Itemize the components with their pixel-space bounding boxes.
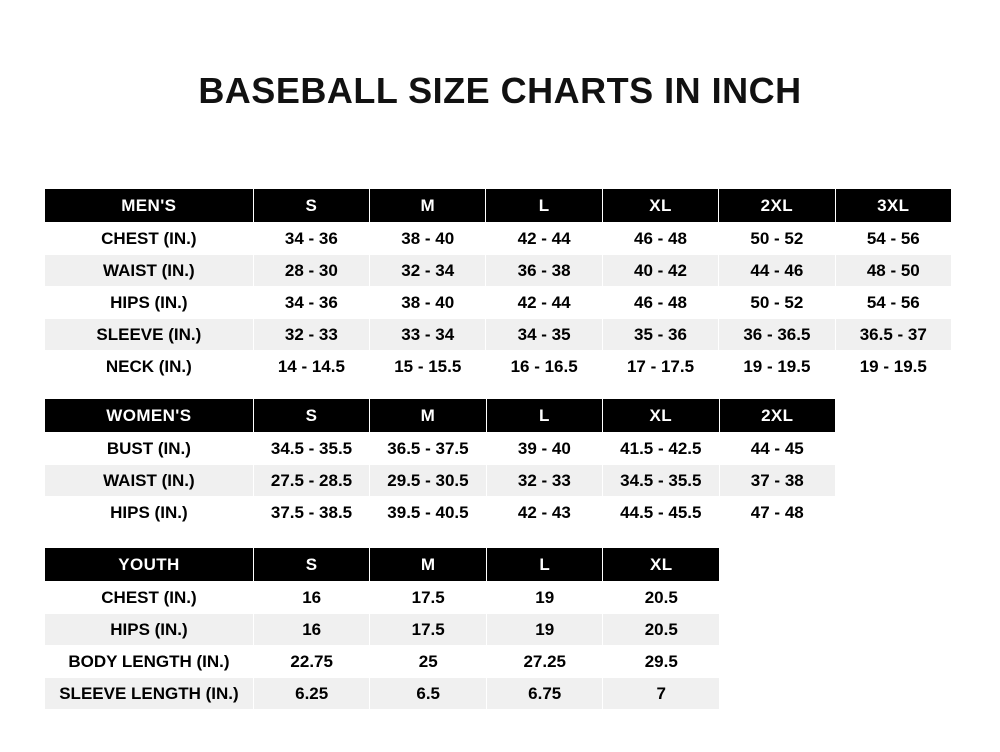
table-row bbox=[45, 287, 952, 319]
table-cell: 35 - 36 bbox=[602, 319, 718, 351]
table-cell: 29.5 - 30.5 bbox=[370, 465, 486, 497]
mens-table bbox=[44, 188, 952, 383]
table-row bbox=[45, 433, 836, 465]
table-row bbox=[45, 614, 720, 646]
column-header: XL bbox=[603, 548, 720, 582]
table-cell: 36 - 38 bbox=[486, 255, 602, 287]
table-row bbox=[45, 223, 952, 255]
table-cell: 44 - 46 bbox=[719, 255, 835, 287]
row-label: HIPS (IN.) bbox=[45, 614, 254, 646]
row-label: WAIST (IN.) bbox=[45, 465, 254, 497]
column-header: YOUTH bbox=[45, 548, 254, 582]
table-cell: 6.5 bbox=[370, 678, 487, 710]
youth-size-chart bbox=[44, 547, 720, 710]
table-cell: 36 - 36.5 bbox=[719, 319, 835, 351]
table-cell: 32 - 33 bbox=[253, 319, 369, 351]
table-cell: 19 - 19.5 bbox=[835, 351, 951, 383]
table-cell: 39.5 - 40.5 bbox=[370, 497, 486, 529]
table-cell: 36.5 - 37 bbox=[835, 319, 951, 351]
table-row bbox=[45, 582, 720, 614]
table-cell: 15 - 15.5 bbox=[370, 351, 486, 383]
column-header: L bbox=[486, 399, 602, 433]
table-cell: 22.75 bbox=[253, 646, 370, 678]
table-cell: 32 - 33 bbox=[486, 465, 602, 497]
column-header: WOMEN'S bbox=[45, 399, 254, 433]
womens-size-chart bbox=[44, 398, 836, 529]
table-cell: 37.5 - 38.5 bbox=[253, 497, 369, 529]
table-cell: 44.5 - 45.5 bbox=[603, 497, 719, 529]
table-row bbox=[45, 465, 836, 497]
table-cell: 7 bbox=[603, 678, 720, 710]
column-header: S bbox=[253, 399, 369, 433]
table-cell: 25 bbox=[370, 646, 487, 678]
column-header: L bbox=[486, 189, 602, 223]
table-row bbox=[45, 646, 720, 678]
table-cell: 6.75 bbox=[486, 678, 603, 710]
table-row bbox=[45, 497, 836, 529]
table-header-row bbox=[45, 189, 952, 223]
table-cell: 33 - 34 bbox=[370, 319, 486, 351]
table-cell: 46 - 48 bbox=[602, 287, 718, 319]
table-row bbox=[45, 255, 952, 287]
table-cell: 38 - 40 bbox=[370, 287, 486, 319]
table-cell: 34 - 36 bbox=[253, 223, 369, 255]
table-cell: 34 - 35 bbox=[486, 319, 602, 351]
table-cell: 17.5 bbox=[370, 582, 487, 614]
row-label: HIPS (IN.) bbox=[45, 287, 254, 319]
column-header: 3XL bbox=[835, 189, 951, 223]
row-label: BUST (IN.) bbox=[45, 433, 254, 465]
table-cell: 28 - 30 bbox=[253, 255, 369, 287]
row-label: NECK (IN.) bbox=[45, 351, 254, 383]
page-title: BASEBALL SIZE CHARTS IN INCH bbox=[198, 70, 802, 111]
column-header: 2XL bbox=[719, 399, 835, 433]
column-header: M bbox=[370, 548, 487, 582]
table-cell: 40 - 42 bbox=[602, 255, 718, 287]
column-header: S bbox=[253, 189, 369, 223]
table-cell: 16 bbox=[253, 614, 370, 646]
column-header: MEN'S bbox=[45, 189, 254, 223]
table-cell: 17.5 bbox=[370, 614, 487, 646]
column-header: 2XL bbox=[719, 189, 835, 223]
row-label: CHEST (IN.) bbox=[45, 582, 254, 614]
column-header: XL bbox=[602, 189, 718, 223]
table-cell: 42 - 44 bbox=[486, 223, 602, 255]
table-cell: 19 bbox=[486, 582, 603, 614]
table-cell: 32 - 34 bbox=[370, 255, 486, 287]
table-cell: 46 - 48 bbox=[602, 223, 718, 255]
table-cell: 34.5 - 35.5 bbox=[253, 433, 369, 465]
table-header-row bbox=[45, 548, 720, 582]
table-row bbox=[45, 351, 952, 383]
table-cell: 27.25 bbox=[486, 646, 603, 678]
table-cell: 50 - 52 bbox=[719, 287, 835, 319]
column-header: S bbox=[253, 548, 370, 582]
table-cell: 16 bbox=[253, 582, 370, 614]
table-header-row bbox=[45, 399, 836, 433]
table-cell: 19 bbox=[486, 614, 603, 646]
table-cell: 16 - 16.5 bbox=[486, 351, 602, 383]
table-row bbox=[45, 319, 952, 351]
table-cell: 19 - 19.5 bbox=[719, 351, 835, 383]
table-cell: 34.5 - 35.5 bbox=[603, 465, 719, 497]
mens-size-chart bbox=[44, 188, 952, 383]
table-cell: 44 - 45 bbox=[719, 433, 835, 465]
table-cell: 14 - 14.5 bbox=[253, 351, 369, 383]
womens-table bbox=[44, 398, 836, 529]
table-cell: 50 - 52 bbox=[719, 223, 835, 255]
column-header: XL bbox=[603, 399, 719, 433]
table-cell: 38 - 40 bbox=[370, 223, 486, 255]
table-cell: 54 - 56 bbox=[835, 287, 951, 319]
row-label: SLEEVE LENGTH (IN.) bbox=[45, 678, 254, 710]
table-cell: 54 - 56 bbox=[835, 223, 951, 255]
table-cell: 41.5 - 42.5 bbox=[603, 433, 719, 465]
table-cell: 6.25 bbox=[253, 678, 370, 710]
table-cell: 29.5 bbox=[603, 646, 720, 678]
column-header: L bbox=[486, 548, 603, 582]
table-row bbox=[45, 678, 720, 710]
table-cell: 39 - 40 bbox=[486, 433, 602, 465]
youth-table bbox=[44, 547, 720, 710]
table-cell: 27.5 - 28.5 bbox=[253, 465, 369, 497]
table-cell: 47 - 48 bbox=[719, 497, 835, 529]
row-label: CHEST (IN.) bbox=[45, 223, 254, 255]
row-label: HIPS (IN.) bbox=[45, 497, 254, 529]
table-cell: 20.5 bbox=[603, 614, 720, 646]
column-header: M bbox=[370, 189, 486, 223]
table-cell: 36.5 - 37.5 bbox=[370, 433, 486, 465]
row-label: WAIST (IN.) bbox=[45, 255, 254, 287]
table-cell: 37 - 38 bbox=[719, 465, 835, 497]
table-cell: 42 - 44 bbox=[486, 287, 602, 319]
table-cell: 17 - 17.5 bbox=[602, 351, 718, 383]
table-cell: 34 - 36 bbox=[253, 287, 369, 319]
row-label: SLEEVE (IN.) bbox=[45, 319, 254, 351]
column-header: M bbox=[370, 399, 486, 433]
table-cell: 20.5 bbox=[603, 582, 720, 614]
row-label: BODY LENGTH (IN.) bbox=[45, 646, 254, 678]
table-cell: 48 - 50 bbox=[835, 255, 951, 287]
table-cell: 42 - 43 bbox=[486, 497, 602, 529]
